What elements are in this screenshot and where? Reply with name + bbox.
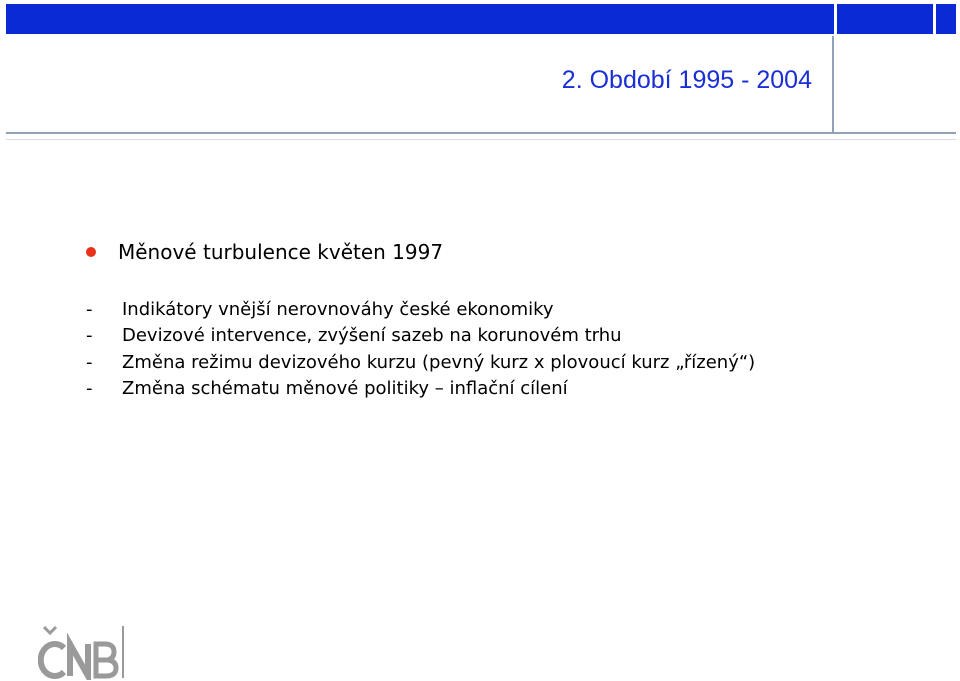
list-item (86, 376, 755, 402)
header-bar (0, 0, 960, 36)
horizontal-rule (6, 132, 956, 134)
slide-title: 2. Období 1995 - 2004 (561, 66, 812, 94)
list-item (86, 297, 755, 323)
main-bullet-text: Měnové turbulence květen 1997 (118, 240, 444, 264)
header-block-edge (936, 4, 956, 34)
list-item-text: Změna režimu devizového kurzu (pevný kurz x plovoucí kurz „řízený“) (122, 351, 756, 373)
dash-marker: - (86, 377, 93, 399)
dash-marker: - (86, 299, 93, 320)
bullet-dot-icon (86, 247, 96, 257)
list-item (86, 350, 755, 376)
list-item (86, 323, 755, 349)
list-item-text: Změna schématu měnové politiky – inflační cílení (122, 377, 568, 399)
horizontal-rule-thin (6, 139, 956, 140)
main-bullet (86, 240, 443, 264)
dash-marker: - (86, 351, 93, 373)
cnb-logo (38, 624, 128, 680)
vertical-rule (832, 36, 834, 134)
header-block-main (6, 4, 834, 34)
header-block-right (837, 4, 933, 34)
dash-marker: - (86, 325, 93, 347)
list-item-text: Devizové intervence, zvýšení sazeb na korunovém trhu (122, 325, 622, 347)
list-item-text: Indikátory vnější nerovnováhy české ekonomiky (122, 299, 554, 320)
sub-item-list (86, 297, 755, 402)
